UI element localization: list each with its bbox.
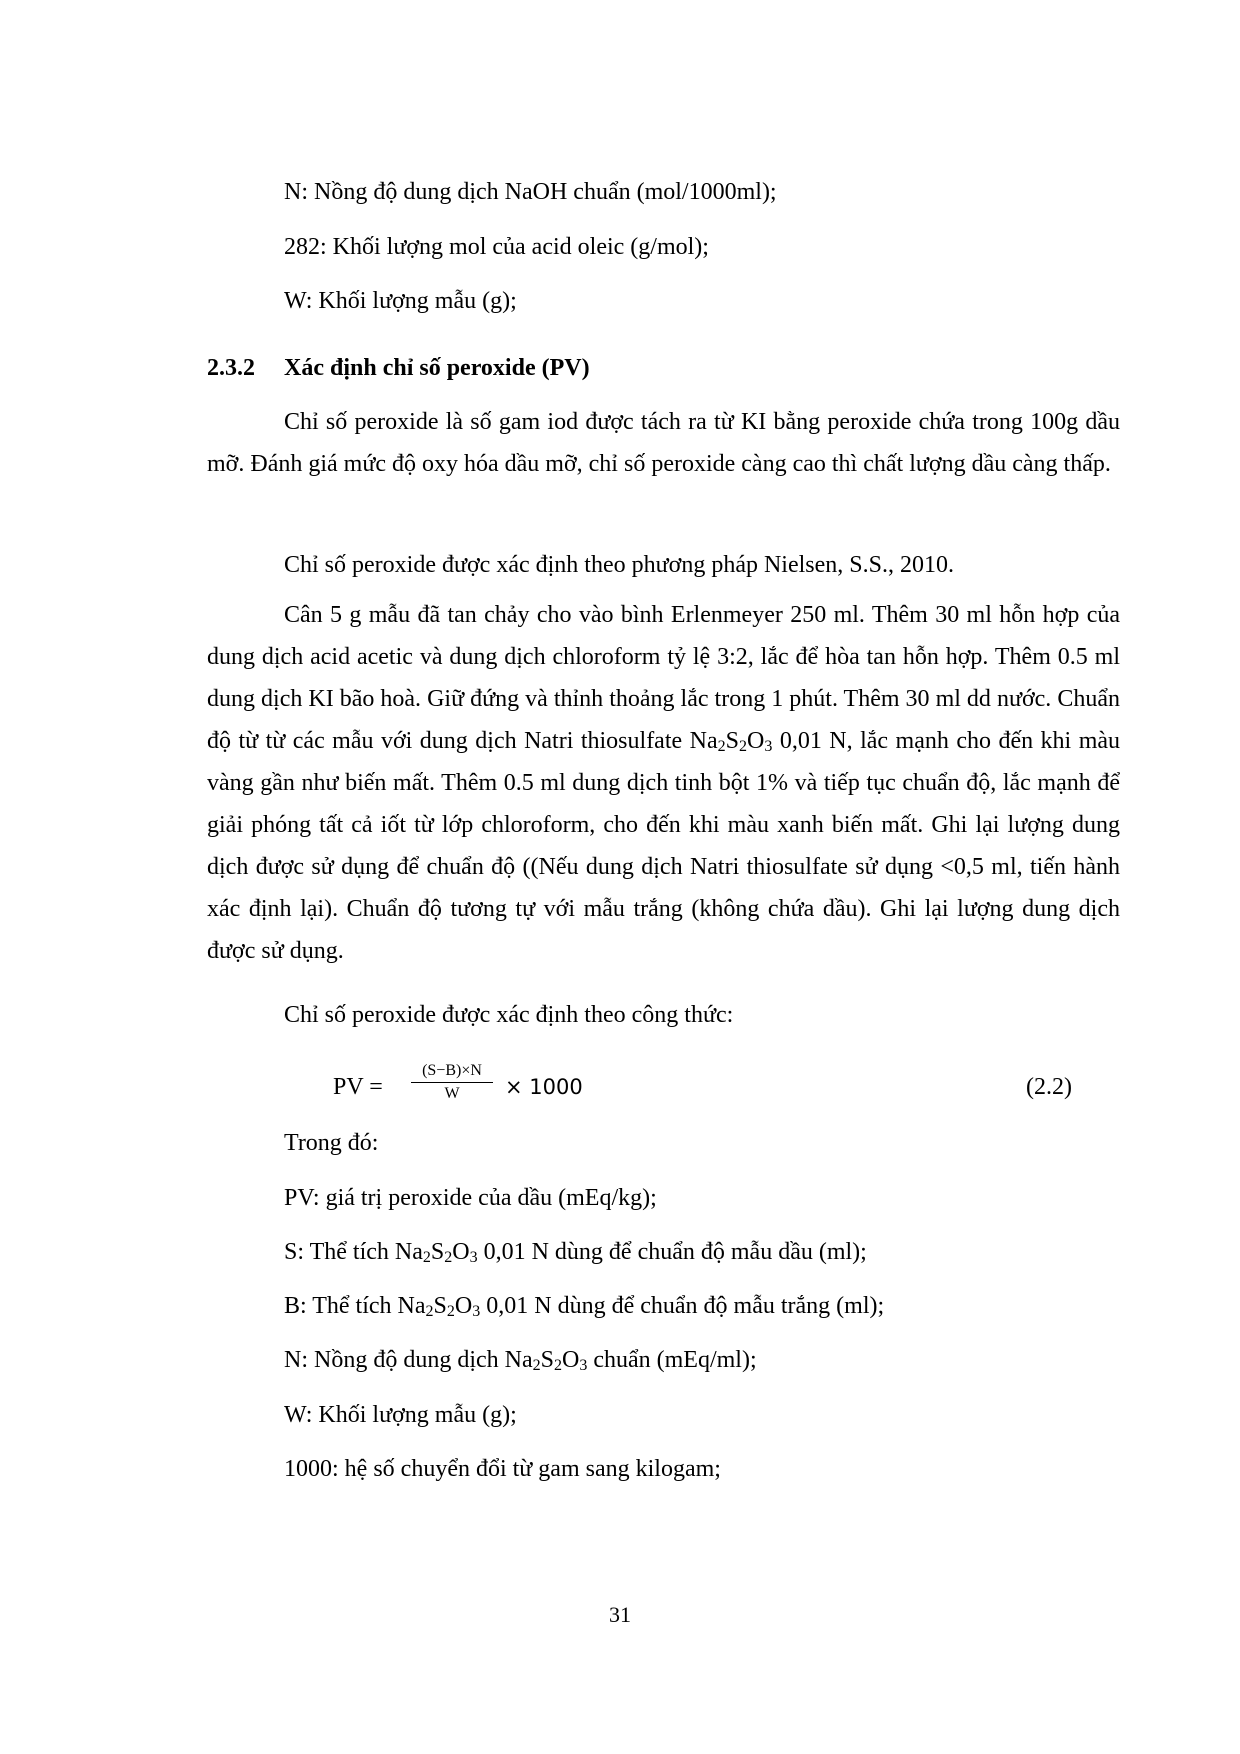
def-n-text: N: Nồng độ dung dịch: [284, 1347, 505, 1373]
section-title: Xác định chỉ số peroxide (PV): [284, 355, 590, 381]
def-pv: PV: giá trị peroxide của dầu (mEq/kg);: [284, 1185, 657, 1211]
def-s-text: S: Thể tích: [284, 1239, 395, 1265]
def-n-thiosulfate: [284, 1348, 757, 1372]
def-s-volume: [284, 1240, 867, 1264]
subscript: 2: [425, 1303, 434, 1320]
equation-number: (2.2): [1026, 1074, 1072, 1100]
section-number: 2.3.2: [207, 355, 255, 381]
def-b-text: 0,01 N dùng để chuẩn độ mẫu trắng (ml);: [480, 1293, 885, 1319]
subscript: 3: [579, 1357, 588, 1374]
where-intro: Trong đó:: [284, 1130, 379, 1156]
chem-symbol: Na: [394, 1239, 423, 1265]
def-w-mass: W: Khối lượng mẫu (g);: [284, 288, 517, 314]
def-n-naoh: N: Nồng độ dung dịch NaOH chuẩn (mol/1000ml);: [284, 179, 777, 205]
fraction-bar: [411, 1082, 493, 1083]
chem-symbol: S: [725, 728, 739, 754]
chem-symbol: O: [454, 1293, 473, 1319]
subscript: 3: [469, 1249, 478, 1266]
chem-symbol: S: [433, 1293, 447, 1319]
formula-lhs: PV =: [333, 1074, 383, 1100]
formula-fraction: [411, 1062, 493, 1103]
chem-symbol: Na: [397, 1293, 426, 1319]
chem-symbol: O: [746, 728, 765, 754]
subscript: 2: [532, 1357, 541, 1374]
chem-symbol: O: [452, 1239, 470, 1265]
subscript: 2: [446, 1303, 455, 1320]
formula-denominator: W: [444, 1085, 460, 1102]
def-s-text: 0,01 N dùng để chuẩn độ mẫu dầu (ml);: [477, 1239, 867, 1265]
formula-multiplier: × 1000: [505, 1075, 583, 1099]
subscript: 2: [422, 1249, 431, 1266]
chem-symbol: S: [430, 1239, 445, 1265]
paragraph-definition-text: Chỉ số peroxide là số gam iod được tách ra từ KI bằng peroxide chứa trong 100g dầu mỡ. Đánh giá mức độ oxy hóa dầu mỡ, chỉ số peroxide càng cao thì chất lượng dầu càng thấp.: [207, 409, 1120, 477]
subscript: 2: [738, 738, 747, 755]
page-number: 31: [609, 1602, 631, 1627]
paragraph-method-ref: Chỉ số peroxide được xác định theo phương pháp Nielsen, S.S., 2010.: [284, 552, 954, 578]
def-b-volume: [284, 1294, 884, 1318]
subscript: 2: [717, 738, 726, 755]
chem-symbol: Na: [504, 1347, 533, 1373]
subscript: 3: [472, 1303, 481, 1320]
subscript: 2: [554, 1357, 562, 1374]
subscript: 3: [764, 738, 773, 755]
paragraph-definition: [207, 401, 1120, 485]
procedure-text-b: 0,01 N, lắc mạnh cho đến khi màu vàng gần như biến mất. Thêm 0.5 ml dung dịch tinh bột 1% và tiếp tục chuẩn độ, lắc mạnh để giải phóng tất cả iốt từ lớp chloroform, cho đến khi màu xanh biến mất. Ghi lại lượng dung dịch được sử dụng để chuẩn độ ((Nếu dung dịch Natri thiosulfate sử dụng <0,5 ml, tiến hành xác định lại). Chuẩn độ tương tự với mẫu trắng (không chứa dầu). Ghi lại lượng dung dịch được sử dụng.: [207, 728, 1121, 964]
def-molar-mass: 282: Khối lượng mol của acid oleic (g/mol);: [284, 234, 709, 260]
procedure-text-a: Cân 5 g mẫu đã tan chảy cho vào bình Erlenmeyer 250 ml. Thêm 30 ml hỗn hợp của dung dịch acid acetic và dung dịch chloroform tỷ lệ 3:2, lắc để hòa tan hỗn hợp. Thêm 0.5 ml dung dịch KI bão hoà. Giữ đứng và thỉnh thoảng lắc trong 1 phút. Thêm 30 ml dd nước. Chuẩn độ từ từ các mẫu với dung dịch Natri thiosulfate Na: [207, 602, 1120, 754]
def-conversion: 1000: hệ số chuyển đổi từ gam sang kilogam;: [284, 1456, 721, 1482]
chem-symbol: S: [540, 1347, 554, 1373]
subscript: 2: [444, 1249, 453, 1266]
formula-intro: Chỉ số peroxide được xác định theo công thức:: [284, 1002, 734, 1028]
formula-numerator: (S−B)×N: [422, 1062, 482, 1079]
def-n-text: chuẩn (mEq/ml);: [587, 1347, 757, 1373]
section-heading: [207, 356, 590, 380]
def-w-mass-2: W: Khối lượng mẫu (g);: [284, 1402, 517, 1428]
chem-symbol: O: [562, 1347, 580, 1373]
paragraph-procedure: [207, 594, 1120, 972]
def-b-text: B: Thể tích: [284, 1293, 398, 1319]
